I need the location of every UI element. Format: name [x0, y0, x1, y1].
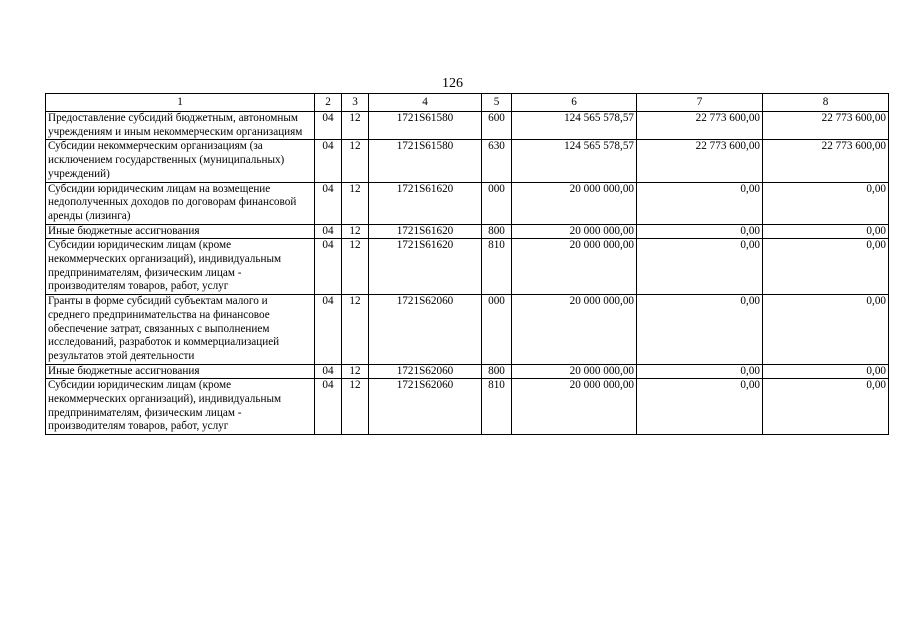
row-subsection: 12 — [342, 140, 369, 182]
table-row — [46, 140, 889, 182]
row-amount-7: 0,00 — [637, 182, 763, 224]
row-amount-6: 20 000 000,00 — [512, 239, 637, 295]
table-row — [46, 224, 889, 239]
row-section: 04 — [315, 379, 342, 435]
row-expense-type: 800 — [482, 224, 512, 239]
row-expense-type: 810 — [482, 379, 512, 435]
header-cell: 7 — [637, 94, 763, 112]
header-cell: 8 — [763, 94, 889, 112]
row-target-article: 1721S61620 — [369, 182, 482, 224]
row-name: Субсидии юридическим лицам на возмещение недополученных доходов по договорам финансовой аренды (лизинга) — [46, 182, 315, 224]
row-name: Субсидии юридическим лицам (кроме некоммерческих организаций), индивидуальным предпринимателям, физическим лицам - производителям товаров, работ, услуг — [46, 239, 315, 295]
row-amount-8: 0,00 — [763, 182, 889, 224]
row-section: 04 — [315, 364, 342, 379]
row-amount-8: 0,00 — [763, 224, 889, 239]
row-amount-8: 22 773 600,00 — [763, 140, 889, 182]
row-section: 04 — [315, 295, 342, 365]
row-amount-7: 22 773 600,00 — [637, 112, 763, 140]
row-subsection: 12 — [342, 224, 369, 239]
header-cell: 6 — [512, 94, 637, 112]
table-row — [46, 112, 889, 140]
row-target-article: 1721S61580 — [369, 140, 482, 182]
row-amount-8: 0,00 — [763, 364, 889, 379]
row-section: 04 — [315, 182, 342, 224]
row-amount-8: 22 773 600,00 — [763, 112, 889, 140]
row-name: Предоставление субсидий бюджетным, автономным учреждениям и иным некоммерческим организациям — [46, 112, 315, 140]
row-subsection: 12 — [342, 379, 369, 435]
header-cell: 4 — [369, 94, 482, 112]
header-row — [46, 94, 889, 112]
header-cell: 3 — [342, 94, 369, 112]
row-amount-6: 20 000 000,00 — [512, 224, 637, 239]
row-target-article: 1721S62060 — [369, 295, 482, 365]
row-amount-8: 0,00 — [763, 295, 889, 365]
row-name: Гранты в форме субсидий субъектам малого и среднего предпринимательства на финансовое обеспечение затрат, связанных с выполнением исследований, разработок и коммерциализацией результатов этой деятельности — [46, 295, 315, 365]
row-target-article: 1721S62060 — [369, 364, 482, 379]
row-amount-7: 0,00 — [637, 224, 763, 239]
row-amount-7: 22 773 600,00 — [637, 140, 763, 182]
table-row — [46, 295, 889, 365]
header-cell: 1 — [46, 94, 315, 112]
row-amount-6: 20 000 000,00 — [512, 379, 637, 435]
row-name: Субсидии юридическим лицам (кроме некоммерческих организаций), индивидуальным предпринимателям, физическим лицам - производителям товаров, работ, услуг — [46, 379, 315, 435]
row-amount-8: 0,00 — [763, 379, 889, 435]
budget-table — [45, 93, 889, 435]
row-subsection: 12 — [342, 182, 369, 224]
row-expense-type: 000 — [482, 182, 512, 224]
row-amount-6: 124 565 578,57 — [512, 112, 637, 140]
row-amount-6: 20 000 000,00 — [512, 364, 637, 379]
row-amount-7: 0,00 — [637, 295, 763, 365]
table-row — [46, 182, 889, 224]
table-row — [46, 239, 889, 295]
row-amount-6: 124 565 578,57 — [512, 140, 637, 182]
row-amount-8: 0,00 — [763, 239, 889, 295]
row-amount-7: 0,00 — [637, 239, 763, 295]
row-target-article: 1721S62060 — [369, 379, 482, 435]
row-amount-7: 0,00 — [637, 379, 763, 435]
row-section: 04 — [315, 239, 342, 295]
row-amount-6: 20 000 000,00 — [512, 182, 637, 224]
row-target-article: 1721S61620 — [369, 224, 482, 239]
row-section: 04 — [315, 140, 342, 182]
row-expense-type: 630 — [482, 140, 512, 182]
row-amount-7: 0,00 — [637, 364, 763, 379]
row-expense-type: 800 — [482, 364, 512, 379]
row-name: Иные бюджетные ассигнования — [46, 224, 315, 239]
row-name: Иные бюджетные ассигнования — [46, 364, 315, 379]
row-section: 04 — [315, 112, 342, 140]
row-target-article: 1721S61580 — [369, 112, 482, 140]
row-subsection: 12 — [342, 295, 369, 365]
table-row — [46, 379, 889, 435]
row-target-article: 1721S61620 — [369, 239, 482, 295]
row-name: Субсидии некоммерческим организациям (за исключением государственных (муниципальных) учреждений) — [46, 140, 315, 182]
row-subsection: 12 — [342, 239, 369, 295]
row-section: 04 — [315, 224, 342, 239]
table-row — [46, 364, 889, 379]
header-cell: 2 — [315, 94, 342, 112]
row-subsection: 12 — [342, 364, 369, 379]
header-cell: 5 — [482, 94, 512, 112]
row-expense-type: 600 — [482, 112, 512, 140]
row-subsection: 12 — [342, 112, 369, 140]
row-expense-type: 000 — [482, 295, 512, 365]
page-number: 126 — [442, 76, 463, 91]
row-amount-6: 20 000 000,00 — [512, 295, 637, 365]
row-expense-type: 810 — [482, 239, 512, 295]
